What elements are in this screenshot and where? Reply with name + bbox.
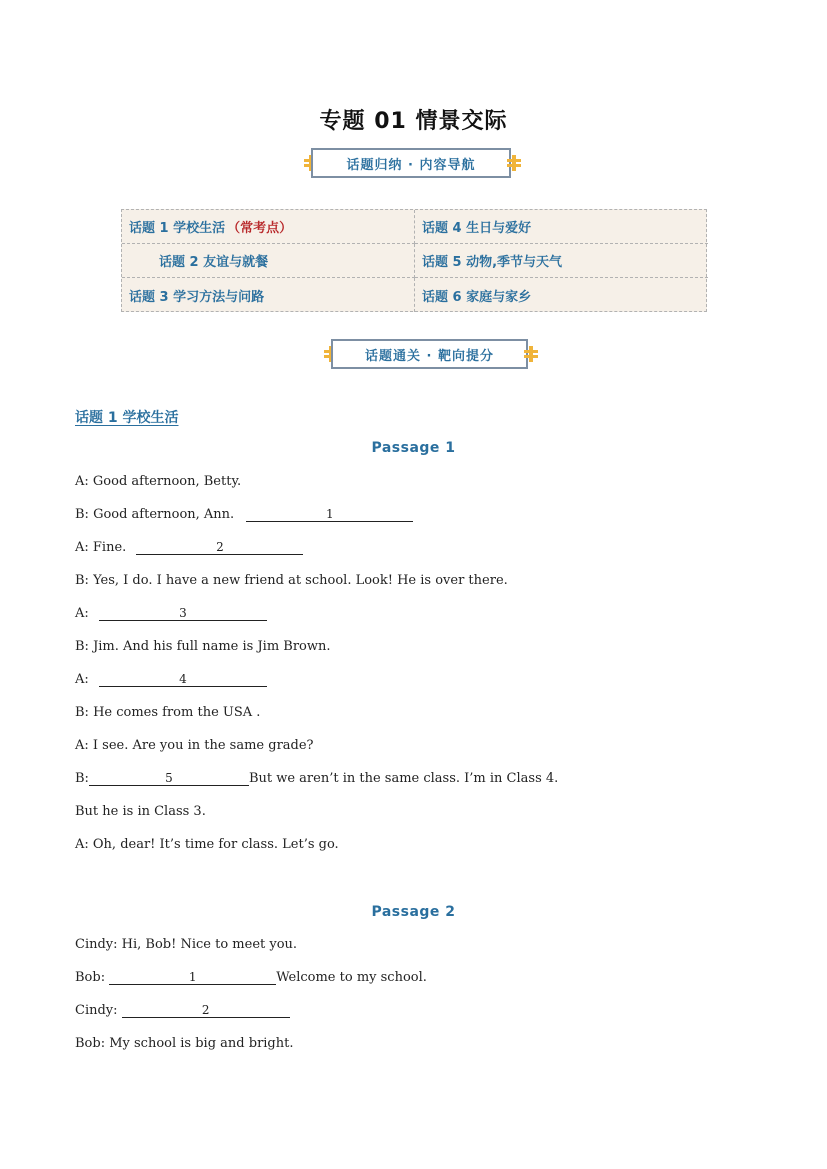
topic-navigation-banner [311, 148, 511, 178]
topic-cell-3 [122, 278, 415, 312]
line-text: A: Good afternoon, Betty. [75, 474, 242, 489]
topic-note: （常考点） [227, 221, 293, 236]
topic-label: 话题 1 学校生活 [129, 221, 226, 236]
dialogue-line [75, 573, 508, 588]
right-ornament-icon [524, 348, 538, 360]
topic-label: 话题 3 学习方法与问路 [129, 289, 265, 305]
dialogue-line [75, 606, 267, 621]
answer-blank[interactable]: 2 [122, 1003, 290, 1018]
dialogue-line [75, 474, 241, 489]
practice-banner [331, 339, 528, 369]
line-text: B: Good afternoon, Ann. [75, 507, 239, 522]
dialogue-line [75, 540, 303, 555]
dialogue-line [75, 937, 297, 952]
line-text: Bob: My school is big and bright. [75, 1036, 294, 1051]
dialogue-line [75, 837, 339, 852]
topic-cell-2 [122, 244, 415, 278]
topic-label: 话题 4 生日与爱好 [422, 221, 532, 236]
topic-label: 话题 2 友谊与就餐 [159, 255, 269, 270]
topic-cell-6 [415, 278, 708, 312]
answer-blank[interactable]: 1 [246, 507, 413, 522]
dialogue-line [75, 804, 206, 819]
topic-cell-1 [122, 210, 415, 244]
dialogue-line [75, 507, 413, 522]
line-text: B: Yes, I do. I have a new friend at school. Look! He is over there. [75, 573, 508, 588]
dialogue-line [75, 771, 558, 786]
line-text: A: [75, 672, 93, 687]
line-text: A: [75, 606, 93, 621]
line-text: B: [75, 771, 89, 786]
line-text: Cindy: [75, 1003, 122, 1018]
dialogue-line [75, 705, 260, 720]
answer-blank[interactable]: 2 [136, 540, 303, 555]
line-text: A: I see. Are you in the same grade? [75, 738, 314, 753]
line-text: A: Oh, dear! It’s time for class. Let’s go. [75, 837, 339, 852]
document-title: 专题 01 情景交际 [319, 109, 508, 134]
topic-cell-5 [415, 244, 708, 278]
dialogue-line [75, 738, 314, 753]
right-ornament-icon [507, 157, 521, 169]
section-heading: 话题 1 学校生活 [75, 410, 179, 426]
dialogue-line [75, 1036, 294, 1051]
banner-label: 话题通关 · 靶向提分 [365, 348, 494, 364]
dialogue-line [75, 1003, 290, 1018]
banner-label: 话题归纳 · 内容导航 [346, 157, 476, 173]
dialogue-line [75, 672, 267, 687]
line-text: A: Fine. [75, 540, 131, 555]
line-text: B: Jim. And his full name is Jim Brown. [75, 639, 331, 654]
topic-table [121, 209, 707, 312]
answer-blank[interactable]: 5 [89, 771, 249, 786]
passage-2-title: Passage 2 [371, 904, 456, 920]
line-text: But we aren’t in the same class. I’m in Class 4. [248, 771, 559, 786]
line-text: But he is in Class 3. [75, 804, 206, 819]
answer-blank[interactable]: 3 [99, 606, 267, 621]
answer-blank[interactable]: 1 [109, 970, 276, 985]
line-text: Cindy: Hi, Bob! Nice to meet you. [75, 937, 298, 952]
topic-label: 话题 6 家庭与家乡 [422, 289, 532, 305]
dialogue-line [75, 639, 331, 654]
answer-blank[interactable]: 4 [99, 672, 267, 687]
dialogue-line [75, 970, 427, 985]
line-text: Bob: [75, 970, 110, 985]
topic-cell-4 [415, 210, 708, 244]
line-text: Welcome to my school. [276, 970, 427, 985]
passage-1-title: Passage 1 [371, 440, 456, 456]
topic-label: 话题 5 动物,季节与天气 [422, 255, 563, 270]
line-text: B: He comes from the USA . [75, 705, 261, 720]
